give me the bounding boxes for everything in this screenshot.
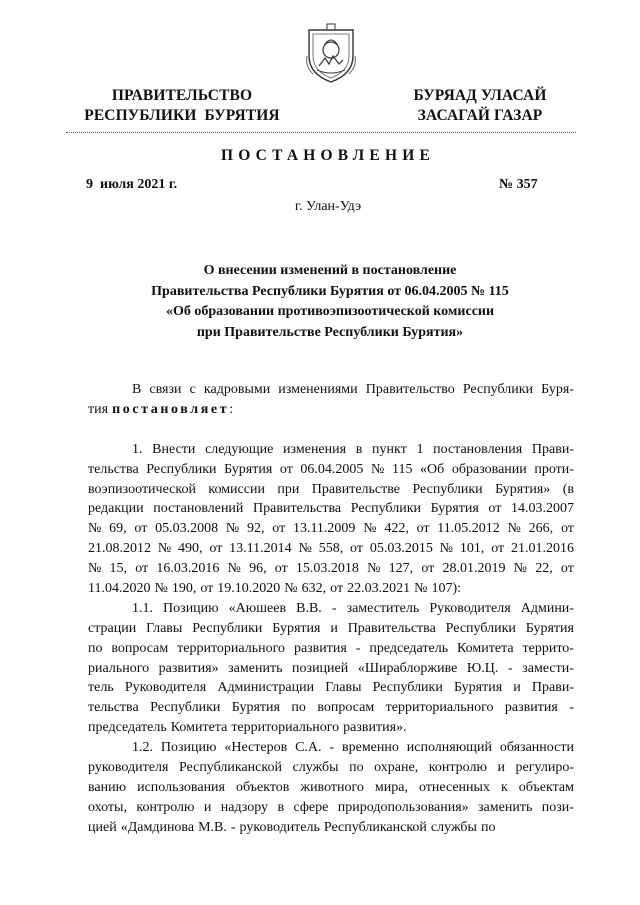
word: 11.04.2020 xyxy=(88,581,151,597)
text-line xyxy=(88,499,574,519)
word: охране, xyxy=(374,760,419,776)
word: в xyxy=(277,799,285,815)
word: с xyxy=(189,382,196,397)
word: Комитета xyxy=(170,720,228,736)
word: надзору xyxy=(220,799,269,815)
word: от xyxy=(421,561,435,577)
title-line: «Об образовании противоэпизоотической комиссии xyxy=(165,304,495,319)
org-name-buryat xyxy=(395,86,565,126)
word: объектам xyxy=(518,779,574,795)
word: председатель xyxy=(88,720,167,736)
word: 06.04.2005 xyxy=(300,461,364,477)
word: постановлений xyxy=(153,501,244,517)
word: от xyxy=(209,541,223,557)
text-line xyxy=(88,738,574,758)
word: В xyxy=(132,382,142,397)
word: изменения xyxy=(283,441,347,457)
word: № xyxy=(88,521,102,537)
text-line xyxy=(88,698,574,718)
word: - xyxy=(331,600,337,616)
word: 14.03.2007 xyxy=(510,501,574,517)
word: Админи- xyxy=(520,600,574,616)
word: 107): xyxy=(431,581,461,597)
word: 13.11.2014 xyxy=(229,541,292,557)
word: от xyxy=(488,501,502,517)
resolve-word: постановляет xyxy=(112,401,230,417)
word: от xyxy=(200,581,214,597)
word: Администрации xyxy=(217,680,315,696)
word: заменить xyxy=(478,799,533,815)
word: № xyxy=(439,541,454,557)
text-line xyxy=(88,818,574,838)
word: № xyxy=(284,581,298,597)
word: и xyxy=(330,620,338,636)
word: «Аюшеев xyxy=(228,600,287,616)
word: и xyxy=(203,799,212,815)
word: 101, xyxy=(459,541,485,557)
word: С.А. xyxy=(295,740,322,756)
word: ванию xyxy=(88,779,127,795)
word: 69, xyxy=(109,521,127,537)
word: Буря- xyxy=(541,382,574,397)
word: территориального xyxy=(385,700,494,716)
word: № xyxy=(363,521,377,537)
word: территориального xyxy=(177,640,286,656)
word: 21.08.2012 xyxy=(88,541,151,557)
word: 558, xyxy=(318,541,344,557)
title-line: при Правительстве Республики Бурятия» xyxy=(196,324,464,340)
word: по xyxy=(291,700,306,716)
document-city: г. Улан-Удэ xyxy=(294,199,362,214)
word: Руководителя xyxy=(429,600,511,616)
word: 05.03.2008 xyxy=(155,521,219,537)
word: 1.2. xyxy=(132,740,153,756)
text-line xyxy=(88,678,574,698)
word: Главы xyxy=(325,680,362,696)
word: Бурятия xyxy=(224,461,273,477)
word: Республики xyxy=(150,700,221,716)
word: - xyxy=(355,640,361,656)
word: цией xyxy=(88,819,117,835)
word: образовании xyxy=(451,461,527,477)
word: «Нестеров xyxy=(224,740,288,756)
word: от xyxy=(560,561,574,577)
document-type: ПОСТАНОВЛЕНИЕ xyxy=(220,147,436,164)
title-line: О внесении изменений в постановление xyxy=(203,263,457,278)
word: - xyxy=(329,740,335,756)
word: от xyxy=(350,541,363,557)
word: 490, xyxy=(178,541,203,557)
word: животного xyxy=(300,779,364,795)
text-line xyxy=(88,619,574,639)
word: М.В. xyxy=(198,819,227,835)
word: Правительства xyxy=(253,501,342,517)
word: Бурятия» xyxy=(495,481,551,497)
word: 28.01.2019 xyxy=(442,561,506,577)
word: «Дамдинова xyxy=(120,819,195,835)
word: вопросам xyxy=(111,640,169,656)
word: от xyxy=(272,521,286,537)
word: 22.03.2021 xyxy=(347,581,411,597)
word: 1.1. xyxy=(132,600,153,616)
word: Ю.Ц. xyxy=(466,660,499,676)
word: кадровыми xyxy=(203,382,271,397)
coat-of-arms-icon xyxy=(303,22,359,84)
word: 422, xyxy=(384,521,409,537)
word: заменить xyxy=(228,660,283,676)
word: обязанности xyxy=(499,740,574,756)
word: руководитель xyxy=(239,819,320,835)
word: риального xyxy=(88,660,150,676)
text-line xyxy=(88,480,574,500)
word: развития». xyxy=(343,720,407,736)
word: Республики xyxy=(462,382,534,397)
word: тельства xyxy=(88,461,139,477)
preamble-line xyxy=(88,380,574,400)
word: службы xyxy=(292,760,339,776)
org-name-russian xyxy=(78,86,286,126)
word: следующие xyxy=(205,441,274,457)
word: Республиканской xyxy=(323,819,427,835)
word: проти- xyxy=(534,461,574,477)
word: Главы xyxy=(146,620,183,636)
word: руководителя xyxy=(88,760,169,776)
word: Позицию xyxy=(163,600,219,616)
org-name-buryat-line: ЗАСАГАЙ ГАЗАР xyxy=(417,107,543,124)
word: 1 xyxy=(416,441,424,457)
word: Руководителя xyxy=(124,680,207,696)
document-date: 9 июля 2021 г. xyxy=(86,177,178,192)
word: исполняющий xyxy=(406,740,492,756)
word: № xyxy=(298,541,312,557)
word: Комитета xyxy=(457,640,514,656)
word: мира, xyxy=(374,779,408,795)
word: Правительства xyxy=(347,620,436,636)
word: № xyxy=(225,521,240,537)
word: 19.10.2020 xyxy=(217,581,281,597)
word: Внести xyxy=(152,441,196,457)
word: № xyxy=(227,561,241,577)
word: 21.01.2016 xyxy=(511,541,574,557)
word: от xyxy=(560,521,574,537)
word: Республики xyxy=(350,501,421,517)
text-line xyxy=(88,778,574,798)
text-line xyxy=(88,758,574,778)
org-name-buryat-line: БУРЯАД УЛАСАЙ xyxy=(413,87,547,104)
word: пози- xyxy=(541,799,574,815)
preamble-line xyxy=(88,400,574,420)
word: природопользования» xyxy=(337,799,469,815)
word: - xyxy=(569,700,574,716)
preamble-text: тия xyxy=(88,401,109,417)
word: № xyxy=(507,521,521,537)
text-line xyxy=(88,798,574,818)
word: 15.03.2018 xyxy=(295,561,359,577)
word: Республиканской xyxy=(178,760,282,776)
paragraph-gap xyxy=(88,420,574,440)
word: № xyxy=(154,581,168,597)
document-body xyxy=(88,380,574,838)
word: комиссии xyxy=(208,481,265,497)
word: от xyxy=(134,521,148,537)
word: развития xyxy=(293,640,347,656)
preamble-colon: : xyxy=(229,401,234,417)
word: № xyxy=(371,461,385,477)
word: в xyxy=(355,441,363,457)
text-line xyxy=(88,639,574,659)
word: 1. xyxy=(132,441,143,457)
word: 115 xyxy=(391,461,413,477)
word: регулиро- xyxy=(515,760,574,776)
word: заместитель xyxy=(346,600,420,616)
word: тельства xyxy=(88,700,139,716)
word: № xyxy=(88,561,102,577)
word: Прави- xyxy=(531,441,574,457)
word: «Шираблорживе xyxy=(357,660,458,676)
word: территориального xyxy=(231,720,340,736)
word: охоты, xyxy=(88,799,127,815)
word: от xyxy=(491,541,505,557)
word: В.В. xyxy=(296,600,322,616)
word: тель xyxy=(88,680,114,696)
word: Прави- xyxy=(531,680,574,696)
word: связи xyxy=(149,382,182,397)
word: от xyxy=(135,561,149,577)
word: - xyxy=(230,819,236,835)
word: и xyxy=(497,760,505,776)
word: 96, xyxy=(249,561,267,577)
text-line xyxy=(88,559,574,579)
word: изменениями xyxy=(278,382,358,397)
word: от xyxy=(416,521,430,537)
word: Бурятия xyxy=(430,501,479,517)
org-name-russian-line: РЕСПУБЛИКИ БУРЯТИЯ xyxy=(84,107,280,124)
word: 15, xyxy=(109,561,128,577)
word: № xyxy=(414,581,428,597)
word: 11.05.2012 xyxy=(437,521,500,537)
word: Республики xyxy=(372,680,443,696)
word: № xyxy=(513,561,527,577)
word: редакции xyxy=(88,501,144,517)
text-line xyxy=(88,718,574,738)
word: Бурятия xyxy=(453,680,503,696)
word: контролю xyxy=(428,760,487,776)
word: 13.11.2009 xyxy=(292,521,356,537)
word: «Об xyxy=(420,461,445,477)
word: замести- xyxy=(522,660,574,676)
word: к xyxy=(500,779,508,795)
word: при xyxy=(277,481,300,497)
word: временно xyxy=(342,740,399,756)
text-line xyxy=(88,579,574,599)
word: Позицию xyxy=(160,740,217,756)
word: использования xyxy=(137,779,225,795)
word: Правительство xyxy=(365,382,455,397)
word: вопросам xyxy=(317,700,375,716)
word: службы xyxy=(430,819,477,835)
paragraphs xyxy=(88,440,574,838)
word: контролю xyxy=(136,799,195,815)
word: от xyxy=(279,461,293,477)
word: 22, xyxy=(535,561,553,577)
word: Республики xyxy=(445,620,516,636)
word: - xyxy=(508,660,513,676)
word: 266, xyxy=(528,521,554,537)
word: развития xyxy=(504,700,558,716)
text-line xyxy=(88,440,574,460)
document-title xyxy=(130,261,530,343)
word: отнесенных xyxy=(418,779,490,795)
word: по xyxy=(349,760,364,776)
header-divider xyxy=(66,132,576,133)
word: развития» xyxy=(158,660,219,676)
word: от xyxy=(274,561,288,577)
text-line xyxy=(88,599,574,619)
word: и xyxy=(513,680,521,696)
word: Республики xyxy=(412,481,483,497)
title-line: Правительства Республики Бурятия от 06.04.2005 № 115 xyxy=(151,283,509,299)
org-name-russian-line: ПРАВИТЕЛЬСТВО xyxy=(111,87,253,104)
word: № xyxy=(157,541,172,557)
word: Бурятия xyxy=(272,620,321,636)
word: Республики xyxy=(146,461,217,477)
word: 92, xyxy=(246,521,265,537)
word: председатель xyxy=(369,640,449,656)
document-number: № 357 xyxy=(499,177,538,192)
word: № xyxy=(367,561,381,577)
word: по xyxy=(88,640,103,656)
word: Республики xyxy=(192,620,263,636)
text-line xyxy=(88,659,574,679)
word: Бурятия xyxy=(525,620,574,636)
word: террито- xyxy=(522,640,574,656)
text-line xyxy=(88,460,574,480)
word: 127, xyxy=(388,561,414,577)
word: (в xyxy=(562,481,574,497)
word: Бурятия xyxy=(231,700,280,716)
word: позицией xyxy=(292,660,349,676)
word: 190, xyxy=(171,581,197,597)
word: от xyxy=(330,581,344,597)
word: 05.03.2015 xyxy=(369,541,433,557)
word: воэпизоотической xyxy=(88,481,196,497)
word: по xyxy=(480,819,496,835)
word: пункт xyxy=(372,441,407,457)
word: страции xyxy=(88,620,137,636)
word: 16.03.2016 xyxy=(156,561,220,577)
text-line xyxy=(88,519,574,539)
text-line xyxy=(88,539,574,559)
word: постановления xyxy=(433,441,523,457)
word: Правительстве xyxy=(311,481,401,497)
word: 632, xyxy=(301,581,327,597)
word: сфере xyxy=(293,799,329,815)
word: объектов xyxy=(236,779,290,795)
